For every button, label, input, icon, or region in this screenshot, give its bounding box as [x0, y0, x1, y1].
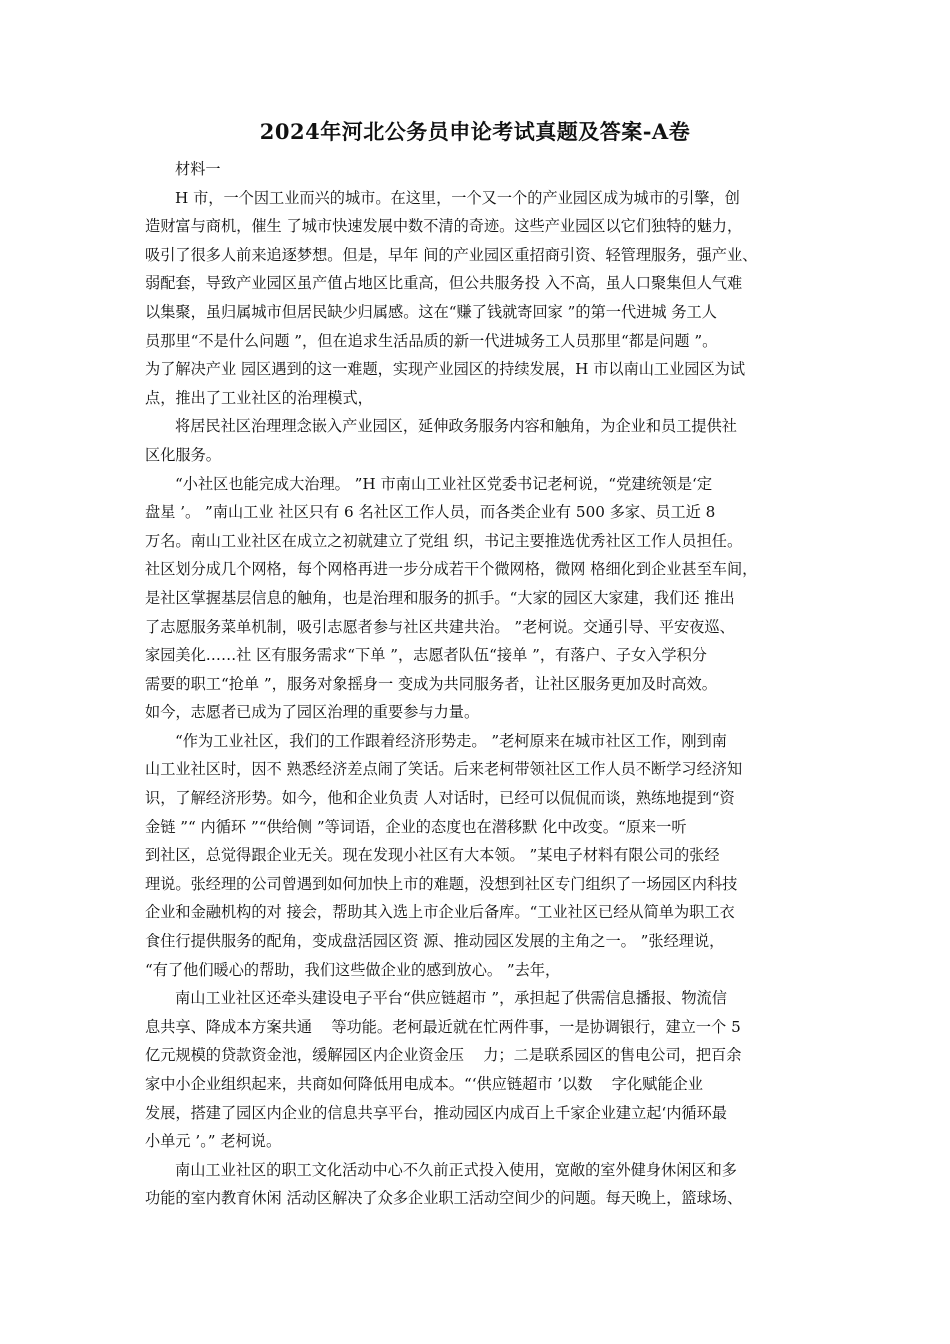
paragraph-line: 息共享、降成本方案共通 等功能。老柯最近就在忙两件事，一是协调银行，建立一个 5 — [145, 1017, 741, 1036]
paragraph — [145, 184, 820, 413]
paragraph-line: 识，了解经济形势。如今，他和企业负责 人对话时，已经可以侃侃而谈，熟练地提到“资 — [145, 789, 735, 808]
paragraph-line: 吸引了很多人前来追逐梦想。但是，早年 间的产业园区重招商引资、轻管理服务，强产业、 — [145, 245, 758, 264]
paragraph-line: 为了解决产业 园区遇到的这一难题，实现产业园区的持续发展，H 市以南山工业园区为试 — [145, 360, 746, 379]
paragraph — [145, 1156, 820, 1213]
paragraph-line: “有了他们暖心的帮助，我们这些做企业的感到放心。 ”去年， — [145, 960, 561, 979]
paragraph-line: H 市，一个因工业而兴的城市。在这里，一个又一个的产业园区成为城市的引擎，创 — [175, 188, 740, 207]
paragraph-line: 小单元 ’。” 老柯说。 — [145, 1132, 282, 1151]
document-body — [145, 155, 820, 1213]
paragraph-line: 区化服务。 — [145, 445, 221, 464]
paragraph-line: “小社区也能完成大治理。 ”H 市南山工业社区党委书记老柯说，“党建统领是‘定 — [175, 474, 713, 493]
paragraph-line: 金链 ”“ 内循环 ”“供给侧 ”等词语，企业的态度也在潜移默 化中改变。“原来一听 — [145, 817, 687, 836]
paragraph-line: 理说。张经理的公司曾遇到如何加快上市的难题，没想到社区专门组织了一场园区内科技 — [145, 874, 738, 893]
paragraph-list — [145, 184, 820, 1213]
paragraph-line: 员那里“不是什么问题 ”，但在追求生活品质的新一代进城务工人员那里“都是问题 ”。 — [145, 331, 718, 350]
paragraph-line: 南山工业社区的职工文化活动中心不久前正式投入使用，宽敞的室外健身休闲区和多 — [175, 1160, 737, 1179]
paragraph-line: 企业和金融机构的对 接会，帮助其入选上市企业后备库。“工业社区已经从简单为职工衣 — [145, 903, 735, 922]
section-heading: 材料一 — [175, 160, 221, 178]
paragraph-line: 亿元规模的贷款资金池，缓解园区内企业资金压 力；二是联系园区的售电公司，把百余 — [145, 1046, 742, 1065]
paragraph-line: 功能的室内教育休闲 活动区解决了众多企业职工活动空间少的问题。每天晚上，篮球场、 — [145, 1189, 743, 1208]
paragraph — [145, 984, 820, 1156]
paragraph-line: 弱配套，导致产业园区虽产值占地区比重高，但公共服务投 入不高，虽人口聚集但人气难 — [145, 274, 743, 293]
paragraph-line: 点，推出了工业社区的治理模式， — [145, 388, 373, 407]
paragraph-line: 盘星 ’。 ”南山工业 社区只有 6 名社区工作人员，而各类企业有 500 多家、员工近 8 — [145, 503, 716, 522]
paragraph-line: 了志愿服务菜单机制，吸引志愿者参与社区共建共治。 ”老柯说。交通引导、平安夜巡、 — [145, 617, 735, 636]
paragraph — [145, 727, 820, 984]
paragraph-line: 需要的职工“抢单 ”，服务对象摇身一 变成为共同服务者，让社区服务更加及时高效。 — [145, 674, 717, 693]
paragraph-line: 家中小企业组织起来，共商如何降低用电成本。“‘供应链超市 ’以数 字化赋能企业 — [145, 1075, 703, 1093]
paragraph-line: 以集聚，虽归属城市但居民缺少归属感。这在“赚了钱就寄回家 ”的第一代进城 务工人 — [145, 302, 717, 321]
paragraph-line: 到社区，总觉得跟企业无关。现在发现小社区有大本领。 ”某电子材料有限公司的张经 — [145, 846, 720, 865]
paragraph-line: “作为工业社区，我们的工作跟着经济形势走。 ”老柯原来在城市社区工作，刚到南 — [175, 731, 727, 750]
paragraph-line: 将居民社区治理理念嵌入产业园区，延伸政务服务内容和触角，为企业和员工提供社 — [175, 417, 737, 436]
paragraph-line: 南山工业社区还牵头建设电子平台“供应链超市 ”，承担起了供需信息播报、物流信 — [175, 989, 727, 1008]
paragraph — [145, 412, 820, 469]
document-title: 2024年河北公务员申论考试真题及答案-A卷 — [259, 119, 691, 144]
paragraph-line: 如今，志愿者已成为了园区治理的重要参与力量。 — [145, 703, 480, 722]
paragraph-line: 社区划分成几个网格，每个网格再进一步分成若干个微网格，微网 格细化到企业甚至车间， — [145, 560, 758, 579]
paragraph-line: 万名。南山工业社区在成立之初就建立了党组 织，书记主要推选优秀社区工作人员担任。 — [145, 531, 743, 550]
paragraph-line: 家园美化……社 区有服务需求“下单 ”，志愿者队伍“接单 ”，有落户、子女入学积分 — [145, 646, 707, 665]
paragraph-line: 是社区掌握基层信息的触角，也是治理和服务的抓手。“大家的园区大家建，我们还 推出 — [145, 588, 735, 607]
paragraph-line: 食住行提供服务的配角，变成盘活园区资 源、推动园区发展的主角之一。 ”张经理说， — [145, 932, 725, 951]
paragraph — [145, 470, 820, 727]
paragraph-line: 造财富与商机，催生 了城市快速发展中数不清的奇迹。这些产业园区以它们独特的魅力， — [145, 217, 743, 236]
paragraph-line: 发展，搭建了园区内企业的信息共享平台，推动园区内成百上千家企业建立起‘内循环最 — [145, 1103, 727, 1122]
paragraph-line: 山工业社区时，因不 熟悉经济差点闹了笑话。后来老柯带领社区工作人员不断学习经济知 — [145, 760, 743, 779]
